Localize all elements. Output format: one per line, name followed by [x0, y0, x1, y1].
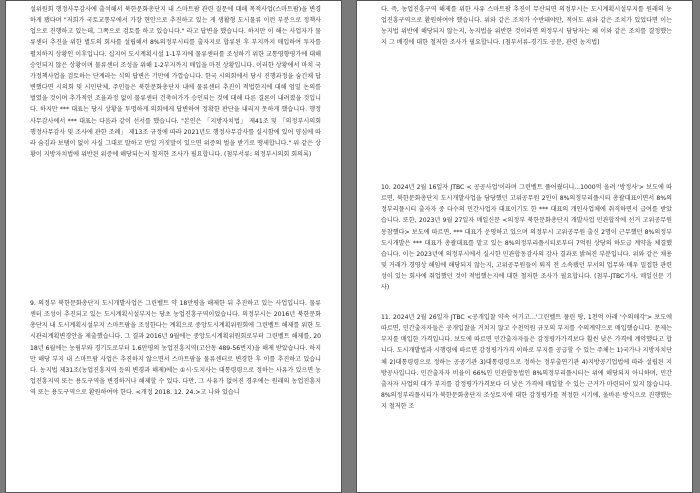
paragraph: 10. 2024년 2월 16일자 JTBC < 공공사업'이라며 그린벨트 풀어줬더니...1000억 올려 '방정사'> 보도에 따르면, 북한문화총단지 도시개발사업을 담당했던 고위공무원 2인이 8%의정부리플시티 총괄대표이면서 8%의정부리플시티 출자자 중 다수의 민간사업자 대표이기도 한 *** 대표의 개인사업체에 취직하면서 급여를 받았습니다. 또한, 2023년 9월 27일자 매일신문 <의정부 북한문화총단지 개발사업 민관합작에 선거 고위공무원 동참했다> 보도에 따르면, *** 대표가 운영하고 있으며 의정부시 고위공무원 출신 2명이 근무했던 8%의정부도시개발은 *** 대표가 총괄대표를 맡고 있는 8%의정부리플시티로부터 7억원 상당의 하도급 계약을 체결했습니다. 이는 2023년에 의정부시에서 실시한 민관합동감사의 감사 결과로 밝혀진 부분입니다. 위와 같은 채용 및 거래가 경영상 해임에 해당되지 않는지, 고위공무원들이 퇴직 전 소속됐던 부서의 업무와 매우 밀접한 관련성이 있는 회사에 취업했던 것이 적법했는지에 대한 철저한 조사가 필요합니다. (첨부-JTBC기사, 매일신문 기사): [381, 184, 672, 292]
paragraph: 9. 의정부 북한문화총단지 도시개발사업은 그린벨트 약 18만평을 해제한 뒤 추진하고 있는 사업입니다. 물류센터 조성이 추진되고 있는 도시계획시설부지는 당초 농업진흥구역이었습니다. 의정부시는 2016년 북한문화총단지 내 도시계획시설부지 스마트팜을 조성한다는 계획으로 중앙도시계획위원회에 그린벨트 해제를 위한 도시관리계획변경안을 제출했습니다. 그 결과 2016년 9월에는 중앙도시계획위원회로부터 그린벨트 해제를, 2018년 6월에는 농림부와 경기도로부터 1.6만평의 농업진흥지역(고산동 489-56번지)을 해제 받았습니다. 하지만 해당 부지 내 스마트팜 사업은 추진하지 않으면서 스마트팜을 물류센터로 변경한 후 이를 추진하고 있습니다. 농지법 제31조(농업진흥지역 등의 변경과 해제)에는 ①시·도지사는 대통령령으로 정하는 사유가 있으면 농업진흥지역 또는 용도구역을 변경하거나 해제할 수 있다. 다만, 그 사유가 없어진 경우에는 원래의 농업진흥지역 또는 용도구역으로 환원하여야 한다. <개정 2018. 12. 24.>고 나와 있습니: [30, 300, 321, 397]
document-page-right: [356, 0, 693, 493]
document-page-left: [5, 0, 342, 493]
paragraph: 설위원회 행정사무감사에 출석해서 북한문화총단지 내 스마트팜 관련 질문에 대해 목적사업(스마트팜)을 변경하게 됐다며 "저희가 국토교통부에서 가장 현안으로 추진하고 있는 게 생활형 도시물류 이런 부분으로 정책사업으로 진행하고 있는데, 그쪽으로 검토를 하고 있습니다." 라고 답변을 했습니다. 하지만 이 해는 사업자가 물류센터 추진을 위한 별도의 회사를 설립해서 8%의정부시티를 출자지로 합류된 후 부지까지 매입하여 투자를 펼치하지 상황인 이후입니다. 십지어 도시계획시설 1-1부지에 물류센터를 조성하기 위한 교통영향평가에 대해 승인되지 않은 상황이며 물류센터 조성을 위해 1-2부지까지 매입을 마친 상황입니다. 이러한 상황에서 마치 국가정책사업을 검토하는 단계라는 식의 답변은 기만에 가깝습니다. 한국 시의회에서 당시 진행과정을 숨긴채 답변했다면 시의회 및 시민단체, 주민들은 북한문화총단지 내에 물류센터 추진이 적법한지에 대해 엄밀 논의를 벌였을 것이며 추가적인 조율과정 없이 물류센터 건축허가가 승인되는 것에 대해 다른 결론이 내려졌을 것입니다. 하지만 *** 대표는 당시 상황을 투명하게 의회에게 답변하여 정확한 판단을 내리지 못하게 했습니다. 행정사무감사에서 *** 대표는 다음과 같이 선서를 했습니다. "본인은 「지방자치법」 제41조 및 「의정부시의회 행정사무감사 및 조사에 관한 조례」 제13조 규정에 따라 2021년도 행정사무감사를 실시함에 있어 양심에 따라 숨김과 보탬이 없이 사실 그대로 말하고 만일 거짓말이 있으면 위증의 벌을 받기로 맹세합니다." 위 같은 상황이 지방자치법에 위반된 위증에 해당되는지 철저한 조사가 필요합니다. (첨부서류: 의정부시의회 회의록): [30, 6, 321, 159]
paragraph: 다. 즉, 농업진흥구역 해제를 위한 사유 스마트팜 추진이 무산되면 의정부시는 도시계획시설부지를 원래의 농업진흥구역으로 환원하여야 했습니다. 위와 같은 조치가 수반돼야만, 적어도 위와 같은 조치가 있었다면 이는 농지법 위반에 해당되지 않는지, 농지법을 위반한 것이라면 의정부시 담당자는 왜 이와 같은 조치를 결정했는지 그 배경에 대한 철저한 조사가 필요합니다. (첨부서류-경기도 공문, 관련 농지법): [381, 6, 672, 47]
paragraph: 11. 2024년 2월 26일자 JTBC <공개입찰 약속 어기고…'그린벨트 풀린 땅, 1천억 아래 '수의매각'> 보도에 따르면, 민간출자자들은 공개입찰을 거치지 않고 수천억원 규모의 부지를 수의계약으로 매입했습니다. 문제는 부지를 매입한 가격입니다. 보도에 따르면 민간출자자들은 감정평가가격보다 훨씬 낮은 가격에 계약했다고 합니다. 도시개발법과 시행령에 따르면 감정평가가격 이하로 부지를 공급할 수 있는 주체는 1)국가나 지방자치단체 2)대통령령으로 정하는 공공기관 3)대통령령으로 정하는 정부출연기관 4)지방공기업법에 따라 설립된 지방공사입니다. 민간출자자 비율이 66%인 민관합동법인 8%의정부리플시티는 위에 해당되지 아니하며, 민간출자자 사업의 대가 부지를 감정평가가격보다 더 낮은 가격에 매입할 수 있는 근거가 마련되어 있지 않습니다. 8%의정부리플시티가 북한문화총단지 조성토지에 대한 감정평가를 적정한 시기에, 올바른 방식으로 진행했는지 철저한 조: [381, 314, 672, 411]
